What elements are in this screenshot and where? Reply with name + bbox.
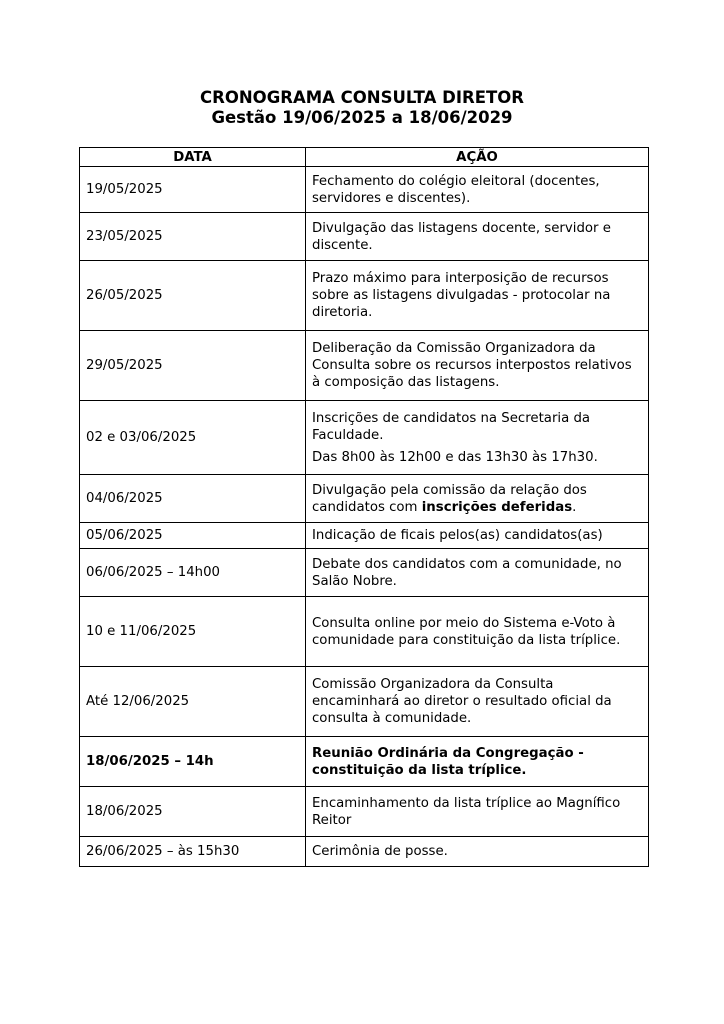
row-action-hours: Das 8h00 às 12h00 e das 13h30 às 17h30. [312, 449, 598, 465]
table-row [80, 167, 649, 213]
document-title [0, 88, 724, 128]
title-line-2: Gestão 19/06/2025 a 18/06/2029 [211, 108, 513, 127]
row-action: Debate dos candidatos com a comunidade, no Salão Nobre. [306, 549, 649, 597]
row-date: 26/05/2025 [80, 261, 306, 331]
row-date: Até 12/06/2025 [80, 667, 306, 737]
table-row [80, 597, 649, 667]
title-line-1: CRONOGRAMA CONSULTA DIRETOR [200, 88, 524, 107]
table-row [80, 787, 649, 837]
row-action-cell [306, 401, 649, 475]
row-date: 10 e 11/06/2025 [80, 597, 306, 667]
row-action-cell [306, 475, 649, 523]
row-action: Encaminhamento da lista tríplice ao Magnífico Reitor [306, 787, 649, 837]
row-action-end: . [572, 499, 577, 515]
row-date: 04/06/2025 [80, 475, 306, 523]
row-date: 18/06/2025 [80, 787, 306, 837]
table-row [80, 523, 649, 549]
row-date: 02 e 03/06/2025 [80, 401, 306, 475]
table-row [80, 475, 649, 523]
row-action: Comissão Organizadora da Consulta encaminhará ao diretor o resultado oficial da consulta à comunidade. [306, 667, 649, 737]
row-date: 18/06/2025 – 14h [80, 737, 306, 787]
row-date: 19/05/2025 [80, 167, 306, 213]
table-header-row [80, 148, 649, 167]
row-date: 23/05/2025 [80, 213, 306, 261]
row-action: Reunião Ordinária da Congregação - constituição da lista tríplice. [306, 737, 649, 787]
row-date: 05/06/2025 [80, 523, 306, 549]
row-action-bold: inscrições deferidas [421, 499, 573, 515]
row-action: Prazo máximo para interposição de recursos sobre as listagens divulgadas - protocolar na diretoria. [306, 261, 649, 331]
row-action: Deliberação da Comissão Organizadora da Consulta sobre os recursos interpostos relativos à composição das listagens. [306, 331, 649, 401]
row-action: Fechamento do colégio eleitoral (docentes, servidores e discentes). [306, 167, 649, 213]
row-action: Divulgação pela comissão da relação dos candidatos com [312, 482, 587, 515]
row-date: 26/06/2025 – às 15h30 [80, 837, 306, 867]
table-row [80, 213, 649, 261]
row-action: Inscrições de candidatos na Secretaria da Faculdade. [312, 410, 591, 443]
schedule-table [79, 147, 649, 867]
header-action: AÇÃO [306, 148, 649, 167]
table-row [80, 667, 649, 737]
row-action: Indicação de ficais pelos(as) candidatos(as) [306, 523, 649, 549]
row-action: Divulgação das listagens docente, servidor e discente. [306, 213, 649, 261]
row-date: 29/05/2025 [80, 331, 306, 401]
header-date: DATA [80, 148, 306, 167]
table-row [80, 837, 649, 867]
table-row [80, 737, 649, 787]
row-date: 06/06/2025 – 14h00 [80, 549, 306, 597]
table-row [80, 401, 649, 475]
row-action: Cerimônia de posse. [306, 837, 649, 867]
table-row [80, 331, 649, 401]
table-row [80, 549, 649, 597]
row-action: Consulta online por meio do Sistema e-Voto à comunidade para constituição da lista tríplice. [306, 597, 649, 667]
table-row [80, 261, 649, 331]
